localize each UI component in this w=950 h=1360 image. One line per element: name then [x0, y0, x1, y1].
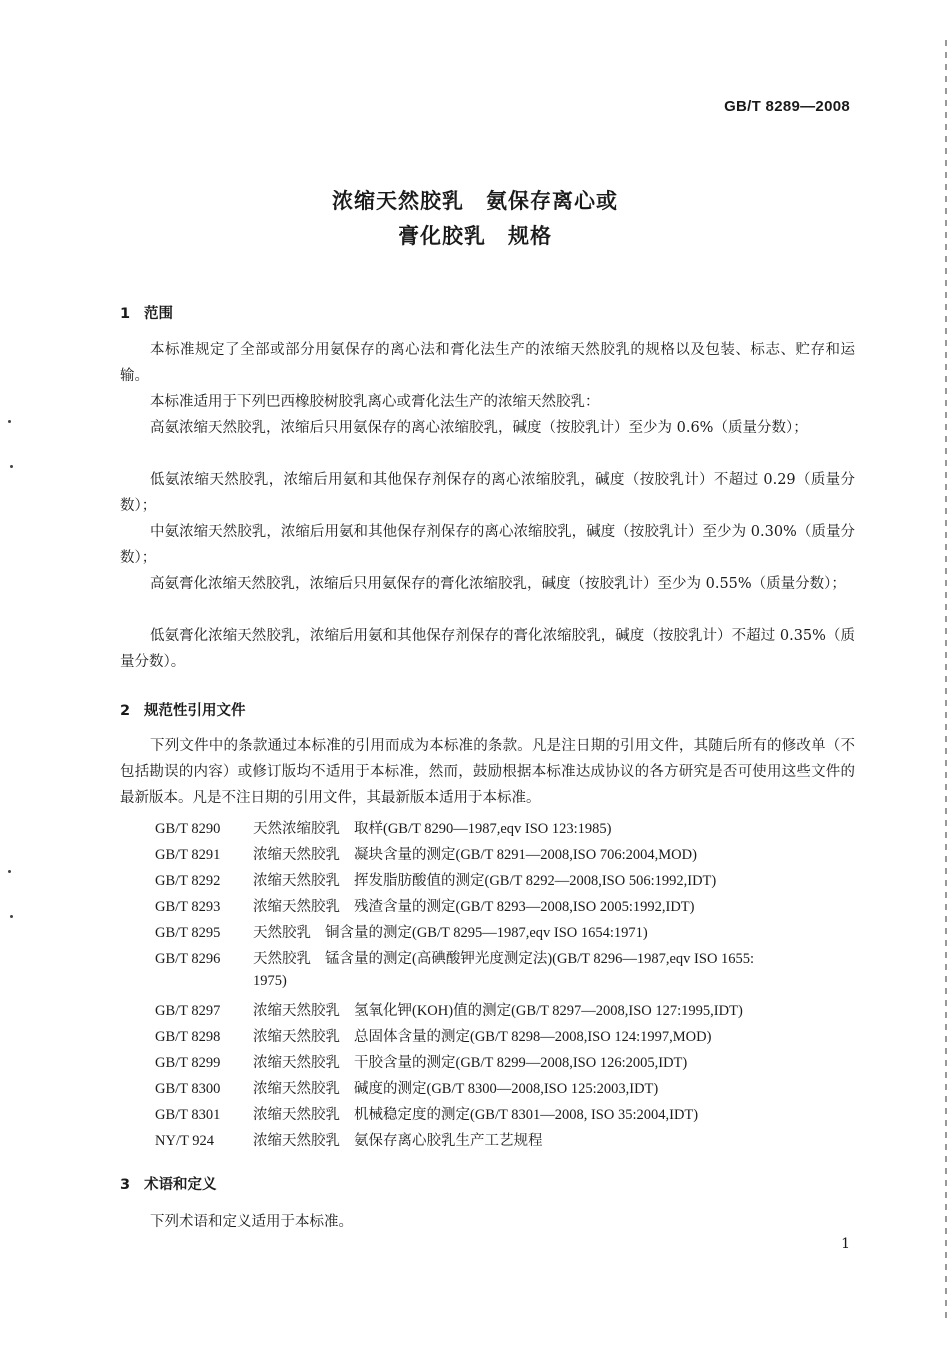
reference-group: 天然胶乳	[253, 925, 311, 941]
reference-code: GB/T 8293	[155, 899, 221, 915]
reference-code: GB/T 8292	[155, 873, 221, 889]
reference-code: GB/T 8297	[155, 1003, 221, 1019]
reference-code: GB/T 8295	[155, 925, 221, 941]
paragraph: 中氨浓缩天然胶乳，浓缩后用氨和其他保存剂保存的离心浓缩胶乳，碱度（按胶乳计）至少为 0.30%（质量分数）；	[120, 524, 855, 566]
section-title: 范围	[144, 306, 173, 322]
document-title-line1	[0, 185, 950, 215]
reference-code: GB/T 8290	[155, 821, 221, 837]
reference-item	[155, 869, 716, 890]
paragraph: 下列文件中的条款通过本标准的引用而成为本标准的条款。凡是注日期的引用文件，其随后所有的修改单（不包括勘误的内容）或修订版均不适用于本标准，然而，鼓励根据本标准达成协议的各方研究是否可使用这些文件的最新版本。凡是不注日期的引用文件，其最新版本适用于本标准。	[120, 738, 855, 806]
section-heading	[120, 699, 246, 720]
reference-group: 浓缩天然胶乳	[253, 1133, 340, 1149]
reference-text: 碱度的测定(GB/T 8300—2008,ISO 125:2003,IDT)	[354, 1081, 659, 1097]
title-part: 氨保存离心或	[486, 189, 618, 213]
scan-speck	[8, 420, 11, 423]
reference-group: 天然胶乳	[253, 951, 311, 967]
reference-code: GB/T 8300	[155, 1081, 221, 1097]
reference-group: 浓缩天然胶乳	[253, 899, 340, 915]
reference-text: 机械稳定度的测定(GB/T 8301—2008, ISO 35:2004,IDT)	[354, 1107, 699, 1123]
document-title-line2	[0, 220, 950, 250]
reference-text: 总固体含量的测定(GB/T 8298—2008,ISO 124:1997,MOD)	[354, 1029, 712, 1045]
reference-item	[155, 1129, 543, 1150]
title-part: 膏化胶乳	[398, 224, 486, 248]
scan-speck	[10, 465, 13, 468]
paragraph: 本标准适用于下列巴西橡胶树胶乳离心或膏化法生产的浓缩天然胶乳：	[150, 394, 600, 410]
paragraph: 高氨浓缩天然胶乳，浓缩后只用氨保存的离心浓缩胶乳，碱度（按胶乳计）至少为 0.6%（质量分数）；	[150, 420, 808, 436]
paragraph: 本标准规定了全部或部分用氨保存的离心法和膏化法生产的浓缩天然胶乳的规格以及包装、标志、贮存和运输。	[120, 342, 855, 384]
reference-code: GB/T 8291	[155, 847, 221, 863]
section-number: 1	[120, 306, 131, 322]
reference-group: 浓缩天然胶乳	[253, 847, 340, 863]
section-title: 术语和定义	[144, 1177, 217, 1193]
reference-text: 氨保存离心胶乳生产工艺规程	[354, 1133, 543, 1149]
section-title: 规范性引用文件	[144, 703, 246, 719]
reference-group: 浓缩天然胶乳	[253, 1029, 340, 1045]
paragraph: 高氨膏化浓缩天然胶乳，浓缩后只用氨保存的膏化浓缩胶乳，碱度（按胶乳计）至少为 0.55%（质量分数）；	[150, 576, 846, 592]
reference-item	[155, 947, 755, 989]
reference-item	[155, 1025, 711, 1046]
standard-code: GB/T 8289—2008	[724, 98, 850, 115]
section-heading	[120, 302, 173, 323]
scan-speck	[8, 870, 11, 873]
section-heading	[120, 1173, 217, 1194]
paragraph: 低氨浓缩天然胶乳，浓缩后用氨和其他保存剂保存的离心浓缩胶乳，碱度（按胶乳计）不超过 0.29（质量分数）；	[120, 472, 855, 514]
reference-text: 干胶含量的测定(GB/T 8299—2008,ISO 126:2005,IDT)	[354, 1055, 688, 1071]
reference-item	[155, 1077, 658, 1098]
reference-group: 浓缩天然胶乳	[253, 1107, 340, 1123]
reference-group: 浓缩天然胶乳	[253, 1081, 340, 1097]
reference-text: 残渣含量的测定(GB/T 8293—2008,ISO 2005:1992,IDT)	[354, 899, 695, 915]
reference-item	[155, 843, 697, 864]
reference-group: 浓缩天然胶乳	[253, 1003, 340, 1019]
section-number: 3	[120, 1177, 131, 1193]
paragraph: 低氨膏化浓缩天然胶乳，浓缩后用氨和其他保存剂保存的膏化浓缩胶乳，碱度（按胶乳计）不超过 0.35%（质量分数）。	[120, 628, 855, 670]
reference-group: 浓缩天然胶乳	[253, 1055, 340, 1071]
reference-text: 氢氧化钾(KOH)值的测定(GB/T 8297—2008,ISO 127:1995,IDT)	[354, 1003, 743, 1019]
reference-text: 锰含量的测定(高碘酸钾光度测定法)(GB/T 8296—1987,eqv ISO 1655:	[325, 951, 755, 967]
reference-item	[155, 817, 612, 838]
reference-item	[155, 921, 648, 942]
reference-code: GB/T 8296	[155, 951, 221, 967]
reference-code: NY/T 924	[155, 1133, 214, 1149]
reference-code: GB/T 8298	[155, 1029, 221, 1045]
page-number: 1	[841, 1236, 850, 1252]
reference-group: 浓缩天然胶乳	[253, 873, 340, 889]
reference-code: GB/T 8299	[155, 1055, 221, 1071]
reference-item	[155, 999, 743, 1020]
reference-text: 挥发脂肪酸值的测定(GB/T 8292—2008,ISO 506:1992,IDT)	[354, 873, 717, 889]
section-number: 2	[120, 703, 131, 719]
reference-group: 天然浓缩胶乳	[253, 821, 340, 837]
scan-speck	[10, 915, 13, 918]
reference-item	[155, 1103, 698, 1124]
paragraph: 下列术语和定义适用于本标准。	[150, 1214, 353, 1230]
reference-text: 凝块含量的测定(GB/T 8291—2008,ISO 706:2004,MOD)	[354, 847, 697, 863]
title-part: 浓缩天然胶乳	[332, 189, 464, 213]
reference-text: 取样(GB/T 8290—1987,eqv ISO 123:1985)	[354, 821, 612, 837]
reference-code: GB/T 8301	[155, 1107, 221, 1123]
title-part: 规格	[508, 224, 552, 248]
reference-item	[155, 1051, 687, 1072]
reference-item	[155, 895, 694, 916]
reference-text: 铜含量的测定(GB/T 8295—1987,eqv ISO 1654:1971)	[325, 925, 648, 941]
reference-text-continued: 1975)	[253, 973, 287, 989]
